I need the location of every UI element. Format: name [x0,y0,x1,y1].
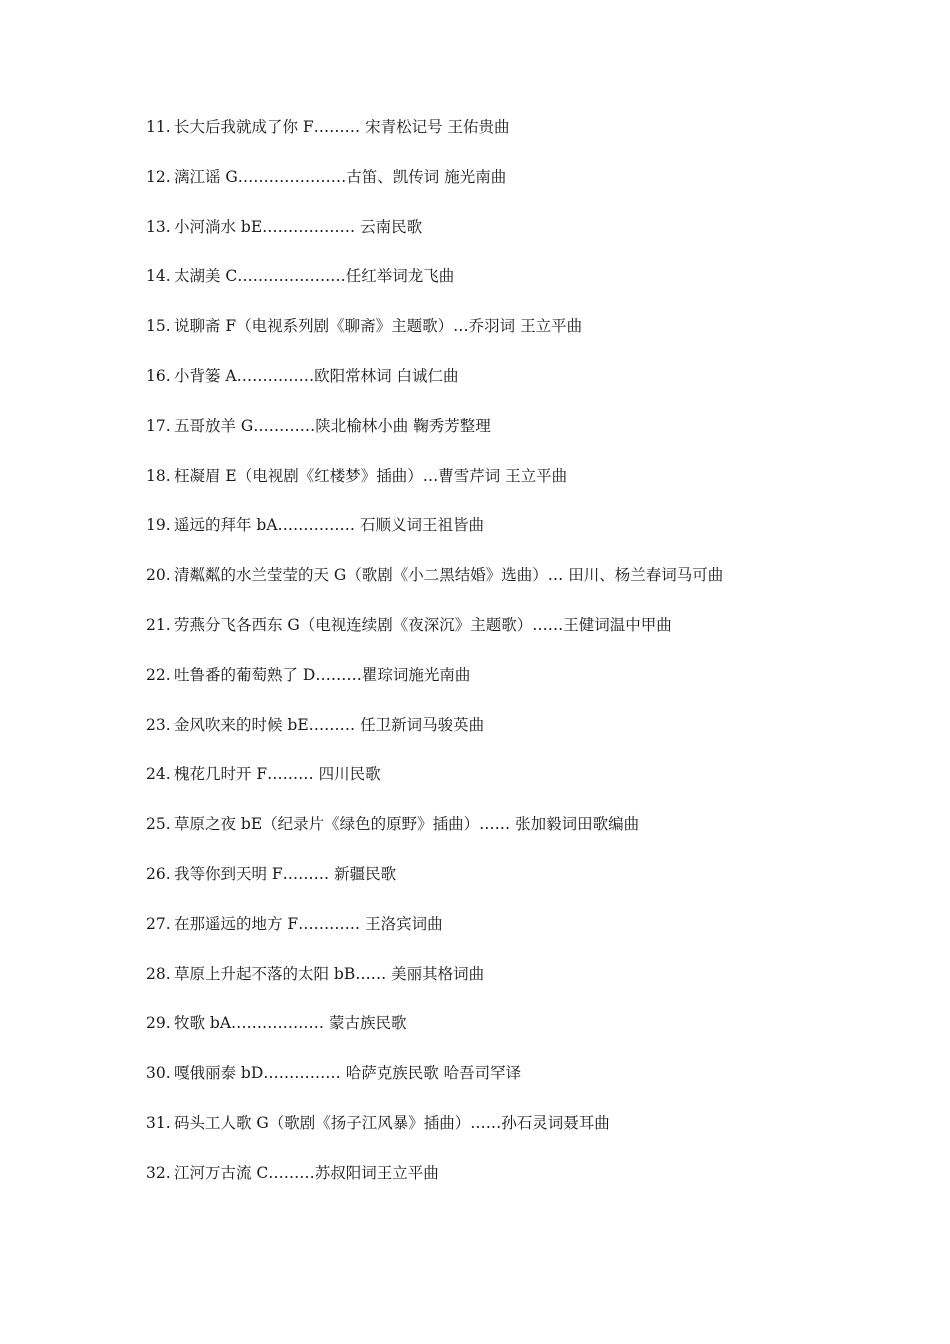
list-item [146,116,926,166]
list-item [146,913,926,963]
song-number: 31. [146,1113,171,1132]
song-title-line: 小背篓 A……………欧阳常林词 白诚仁曲 [174,366,459,385]
song-number: 15. [146,317,171,336]
song-title-line: 牧歌 bA……………… 蒙古族民歌 [174,1014,407,1033]
song-title-line: 嘎俄丽泰 bD…………… 哈萨克族民歌 哈吾司罕译 [174,1064,522,1083]
list-item [146,315,926,365]
list-item [146,514,926,564]
list-item [146,415,926,465]
song-title-line: 说聊斋 F（电视系列剧《聊斋》主题歌）…乔羽词 王立平曲 [174,317,583,336]
song-title-line: 在那遥远的地方 F………… 王洛宾词曲 [174,914,443,933]
list-item [146,216,926,266]
song-title-line: 小河淌水 bE……………… 云南民歌 [174,217,423,236]
song-number: 23. [146,715,171,734]
song-list [146,116,926,1212]
song-number: 18. [146,466,171,485]
song-title-line: 草原之夜 bE（纪录片《绿色的原野》插曲）…… 张加毅词田歌编曲 [174,815,640,834]
song-number: 17. [146,416,171,435]
song-number: 19. [146,516,171,535]
song-number: 22. [146,665,171,684]
list-item [146,714,926,764]
song-title-line: 槐花几时开 F……… 四川民歌 [174,765,381,784]
song-number: 24. [146,765,171,784]
list-item [146,1062,926,1112]
song-title-line: 金风吹来的时候 bE……… 任卫新词马骏英曲 [174,715,485,734]
song-number: 16. [146,366,171,385]
song-title-line: 清粼粼的水兰莹莹的天 G（歌剧《小二黑结婚》选曲）… 田川、杨兰春词马可曲 [174,566,724,585]
song-number: 11. [146,118,171,136]
list-item [146,265,926,315]
song-number: 13. [146,217,171,236]
song-title-line: 长大后我就成了你 F……… 宋青松记号 王佑贵曲 [174,118,510,136]
song-number: 20. [146,566,171,585]
list-item [146,1112,926,1162]
song-title-line: 吐鲁番的葡萄熟了 D………瞿琮词施光南曲 [174,665,471,684]
list-item [146,664,926,714]
list-item [146,614,926,664]
song-title-line: 我等你到天明 F……… 新疆民歌 [174,864,397,883]
list-item [146,963,926,1013]
song-title-line: 劳燕分飞各西东 G（电视连续剧《夜深沉》主题歌）……王健词温中甲曲 [174,615,672,634]
list-item [146,813,926,863]
list-item [146,1012,926,1062]
list-item [146,564,926,614]
list-item [146,365,926,415]
list-item [146,863,926,913]
list-item [146,465,926,515]
song-title-line: 遥远的拜年 bA…………… 石顺义词王祖皆曲 [174,516,484,535]
song-number: 28. [146,964,171,983]
song-number: 21. [146,615,171,634]
song-title-line: 枉凝眉 E（电视剧《红楼梦》插曲）…曹雪芹词 王立平曲 [174,466,568,485]
list-item [146,763,926,813]
song-title-line: 太湖美 C…………………任红举词龙飞曲 [174,267,455,286]
song-title-line: 江河万古流 C………苏叔阳词王立平曲 [174,1163,439,1182]
song-number: 14. [146,267,171,286]
song-title-line: 草原上升起不落的太阳 bB…… 美丽其格词曲 [174,964,485,983]
list-item [146,166,926,216]
song-number: 25. [146,815,171,834]
song-number: 32. [146,1163,171,1182]
song-number: 12. [146,167,171,186]
song-number: 30. [146,1064,171,1083]
song-title-line: 漓江谣 G…………………古笛、凯传词 施光南曲 [174,167,507,186]
song-number: 26. [146,864,171,883]
song-title-line: 码头工人歌 G（歌剧《扬子江风暴》插曲）……孙石灵词聂耳曲 [174,1113,610,1132]
song-number: 27. [146,914,171,933]
song-title-line: 五哥放羊 G…………陕北榆林小曲 鞠秀芳整理 [174,416,491,435]
song-number: 29. [146,1014,171,1033]
list-item [146,1162,926,1212]
